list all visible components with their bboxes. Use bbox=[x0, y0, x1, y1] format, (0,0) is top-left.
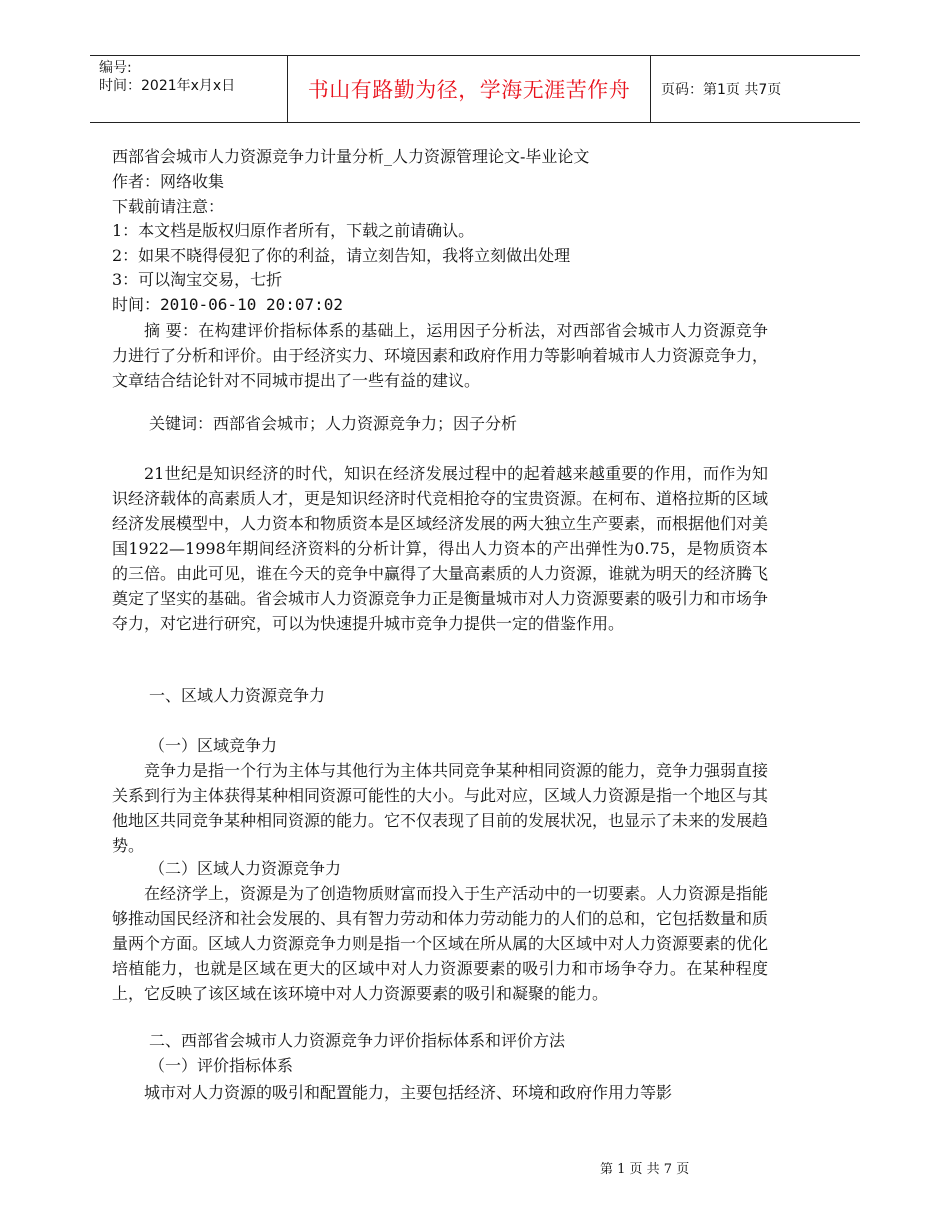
timestamp: 时间：2010-06-10 20:07:02 bbox=[112, 295, 344, 314]
subsection-2-text: 在经济学上，资源是为了创造物质财富而投入于生产活动中的一切要素。人力资源是指能够推动国民经济和社会发展的、具有智力劳动和体力劳动能力的人们的总和，它包括数量和质量两个方面。区域人力资源竞争力则是指一个区域在所从属的大区域中对人力资源要素的优化培植能力，也就是区域在更大的区域中对人力资源要素的吸引力和市场争夺力。在某种程度上，它反映了该区域在该环境中对人力资源要素的吸引和凝聚的能力。 bbox=[112, 884, 769, 1003]
page-info: 页码：第1页 共7页 bbox=[661, 82, 782, 98]
section-1-heading: 一、区域人力资源竞争力 bbox=[149, 686, 326, 705]
notice-heading: 下载前请注意： bbox=[112, 197, 225, 216]
time-label: 时间：2021年x月x日 bbox=[99, 78, 236, 94]
subsection-3-heading: （一）评价指标体系 bbox=[149, 1056, 294, 1075]
subsection-1-heading: （一）区域竞争力 bbox=[149, 736, 278, 755]
header-page-cell bbox=[651, 56, 860, 122]
notice-2: 2：如果不晓得侵犯了你的利益，请立刻告知，我将立刻做出处理 bbox=[112, 246, 571, 265]
keywords: 关键词：西部省会城市；人力资源竞争力；因子分析 bbox=[149, 414, 518, 433]
notice-3: 3：可以淘宝交易，七折 bbox=[112, 270, 283, 289]
author: 作者：网络收集 bbox=[112, 172, 225, 191]
header-meta-cell bbox=[90, 56, 288, 122]
header-motto-cell bbox=[288, 56, 651, 122]
subsection-3-text: 城市对人力资源的吸引和配置能力，主要包括经济、环境和政府作用力等影 bbox=[144, 1083, 673, 1102]
serial-label: 编号: bbox=[99, 60, 132, 76]
subsection-2-heading: （二）区域人力资源竞争力 bbox=[149, 859, 342, 878]
header-table bbox=[90, 55, 860, 123]
notice-1: 1：本文档是版权归原作者所有，下载之前请确认。 bbox=[112, 221, 475, 240]
section-2-heading: 二、西部省会城市人力资源竞争力评价指标体系和评价方法 bbox=[149, 1031, 566, 1050]
abstract: 摘 要：在构建评价指标体系的基础上，运用因子分析法，对西部省会城市人力资源竞争力进行了分析和评价。由于经济实力、环境因素和政府作用力等影响着城市人力资源竞争力，文章结合结论针对不同城市提出了一些有益的建议。 bbox=[112, 321, 769, 390]
footer-page-number: 第 1 页 共 7 页 bbox=[600, 1162, 690, 1177]
doc-title: 西部省会城市人力资源竞争力计量分析_人力资源管理论文-毕业论文 bbox=[112, 147, 590, 166]
subsection-1-text: 竞争力是指一个行为主体与其他行为主体共同竞争某种相同资源的能力，竞争力强弱直接关系到行为主体获得某种相同资源可能性的大小。与此对应，区域人力资源是指一个地区与其他地区共同竞争某种相同资源的能力。它不仅表现了目前的发展状况，也显示了未来的发展趋势。 bbox=[112, 761, 769, 855]
intro-paragraph: 21世纪是知识经济的时代，知识在经济发展过程中的起着越来越重要的作用，而作为知识经济载体的高素质人才，更是知识经济时代竞相抢夺的宝贵资源。在柯布、道格拉斯的区域经济发展模型中，人力资本和物质资本是区域经济发展的两大独立生产要素，而根据他们对美国1922—1998年期间经济资料的分析计算，得出人力资本的产出弹性为0.75，是物质资本的三倍。由此可见，谁在今天的竞争中赢得了大量高素质的人力资源，谁就为明天的经济腾飞奠定了坚实的基础。省会城市人力资源竞争力正是衡量城市对人力资源要素的吸引力和市场争夺力，对它进行研究，可以为快速提升城市竞争力提供一定的借鉴作用。 bbox=[112, 464, 769, 633]
motto: 书山有路勤为径，学海无涯苦作舟 bbox=[307, 78, 631, 102]
